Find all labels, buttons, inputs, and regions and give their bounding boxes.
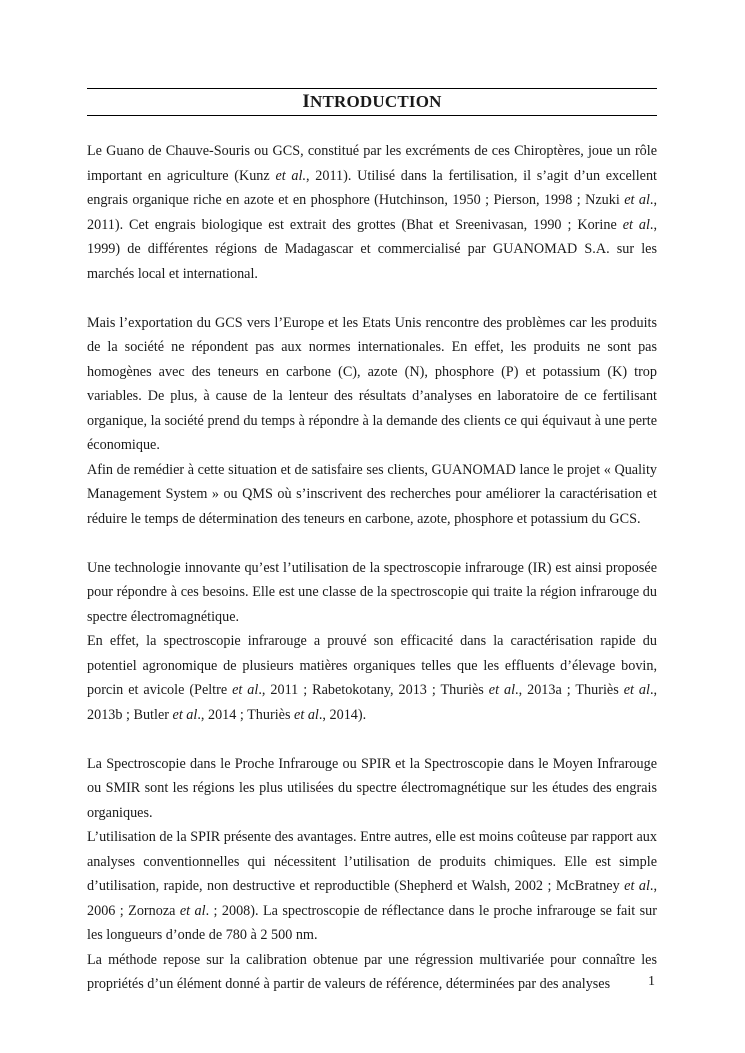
page-title bbox=[87, 88, 657, 116]
citation-italic: et al bbox=[624, 192, 650, 208]
text-run: En effet, la spectroscopie infrarouge a prouvé son efficacité dans la caractérisation rapide du potentiel agronomique de plusieurs matières organiques telles que les effluents d’élevage bovin, porcin et avicole (Peltre bbox=[87, 633, 657, 698]
paragraph-gap bbox=[87, 531, 657, 556]
title-initial: I bbox=[302, 91, 310, 112]
text-run: ., 2013a ; Thuriès bbox=[515, 682, 624, 698]
citation-italic: et al bbox=[294, 706, 319, 723]
text-run: La méthode repose sur la calibration obtenue par une régression multivariée pour connaître les propriétés d’un élément donné à partir de valeurs de référence, déterminées par des analyses bbox=[87, 951, 657, 992]
paragraph bbox=[87, 825, 657, 948]
text-run: La Spectroscopie dans le Proche Infrarouge ou SPIR et la Spectroscopie dans le Moyen Infrarouge ou SMIR sont les régions les plus utilisées du spectre électromagnétique sur les études des engrais organiques. bbox=[87, 755, 657, 821]
citation-italic: et al bbox=[179, 902, 206, 919]
citation-italic: et al bbox=[172, 706, 198, 723]
citation-italic: et al. bbox=[275, 167, 307, 184]
citation-italic: et al bbox=[622, 216, 650, 233]
citation-italic: et al bbox=[232, 682, 259, 698]
text-run: L’utilisation de la SPIR présente des avantages. Entre autres, elle est moins coûteuse par rapport aux analyses conventionnelles qui nécessitent l’utilisation de produits chimiques. Elle est simple d’utilisation, rapide, non destructive et reproductible (Shepherd et Walsh, 2002 ; McBratney bbox=[87, 829, 657, 894]
text-run: ., 2006 ; Zornoza bbox=[87, 878, 658, 919]
citation-italic: et al bbox=[623, 682, 650, 698]
page-number: 1 bbox=[648, 974, 655, 989]
paragraph bbox=[87, 629, 657, 727]
text-run: ., 2014 ; Thuriès bbox=[197, 706, 295, 723]
title-rest: NTRODUCTION bbox=[310, 92, 442, 111]
text-run: Afin de remédier à cette situation et de satisfaire ses clients, GUANOMAD lance le projet « Quality Management System » ou QMS où s’inscrivent des recherches pour améliorer la caractérisation et réduire le temps de détermination des teneurs en carbone, azote, phosphore et potassium du GCS. bbox=[87, 461, 657, 527]
paragraph bbox=[87, 139, 657, 286]
text-run: Une technologie innovante qu’est l’utilisation de la spectroscopie infrarouge (IR) est ainsi proposée pour répondre à ces besoins. Elle est une classe de la spectroscopie qui traite la région infrarouge du spectre électromagnétique. bbox=[87, 559, 657, 625]
text-run: , 2011). Utilisé dans la fertilisation, il s’agit d’un excellent engrais organique riche en azote et en phosphore (Hutchinson, 1950 ; Pierson, 1998 ; Nzuki bbox=[87, 167, 657, 208]
paragraph bbox=[87, 752, 657, 826]
paragraph bbox=[87, 948, 657, 997]
paragraph-gap bbox=[87, 727, 657, 752]
text-run: ., 2011). Cet engrais biologique est extrait des grottes (Bhat et Sreenivasan, 1990 ; Korine bbox=[87, 192, 658, 233]
paragraph-gap bbox=[87, 286, 657, 311]
citation-italic: et al bbox=[488, 682, 516, 698]
text-run: . ; 2008). La spectroscopie de réflectance dans le proche infrarouge se fait sur les longueurs d’onde de 780 à 2 500 nm. bbox=[87, 902, 657, 943]
paragraph bbox=[87, 556, 657, 630]
text-run: ., 2014). bbox=[318, 706, 367, 723]
text-run: Mais l’exportation du GCS vers l’Europe et les Etats Unis rencontre des problèmes car les produits de la société ne répondent pas aux normes internationales. En effet, les produits ne sont pas homogènes avec des teneurs en carbone (C), azote (N), phosphore (P) et potassium (K) trop variables. De plus, à cause de la lenteur des résultats d’analyses en laboratoire de ce fertilisant organique, la société prend du temps à répondre à la demande des clients ce qui équivaut à une perte économique. bbox=[87, 314, 657, 453]
paragraph bbox=[87, 311, 657, 458]
paragraph bbox=[87, 458, 657, 532]
text-run: ., 2011 ; Rabetokotany, 2013 ; Thuriès bbox=[258, 682, 489, 698]
text-run: Le Guano de Chauve-Souris ou GCS, constitué par les excréments de ces Chiroptères, joue un rôle important en agriculture (Kunz bbox=[87, 143, 657, 184]
text-run: ., 1999) de différentes régions de Madagascar et commercialisé par GUANOMAD S.A. sur les marchés local et international. bbox=[87, 216, 657, 282]
citation-italic: et al bbox=[624, 878, 650, 894]
body-text bbox=[87, 139, 657, 997]
text-run: ., 2013b ; Butler bbox=[87, 682, 658, 723]
